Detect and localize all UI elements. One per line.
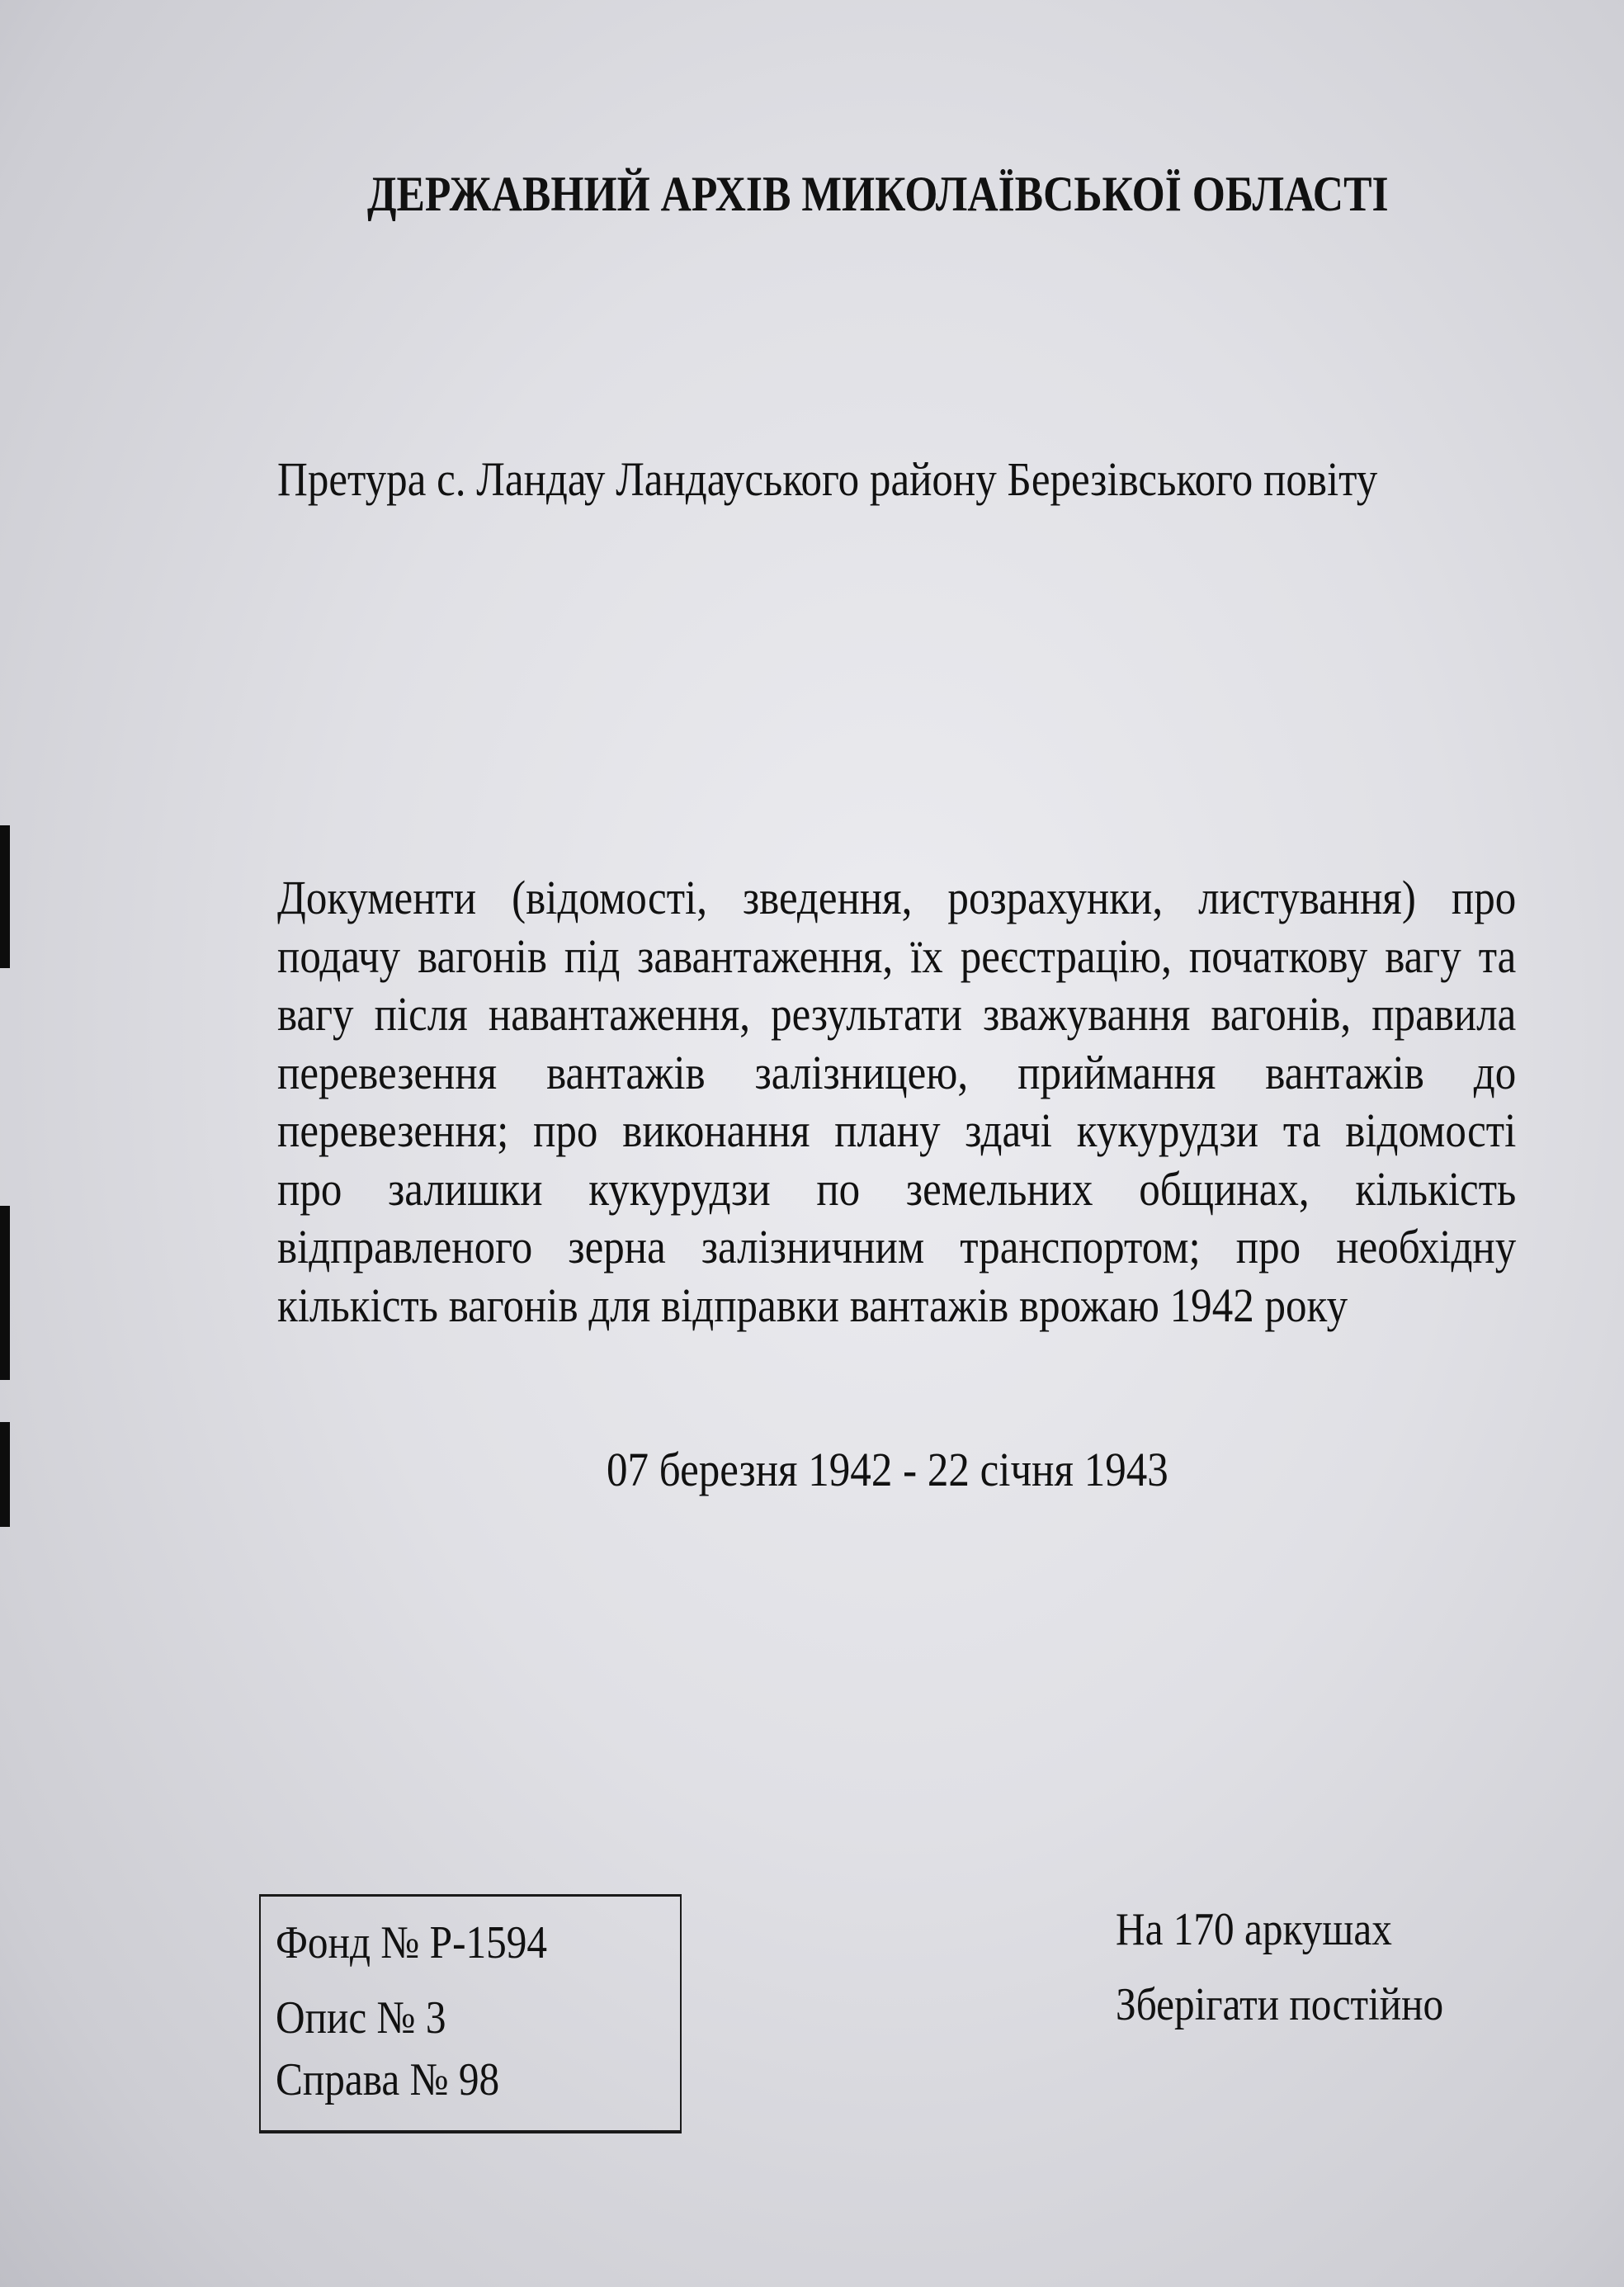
description-line: Документи (відомості, зведення, розрахунки, листування) про: [277, 871, 1517, 924]
scan-edge-mark: [0, 825, 10, 968]
scan-edge-mark: [0, 1206, 10, 1380]
date-range: 07 березня 1942 - 22 січня 1943: [607, 1443, 1168, 1496]
description-line: кількість вагонів для відправки вантажів врожаю 1942 року: [277, 1278, 1348, 1332]
description-line: перевезення; про виконання плану здачі кукурудзи та відомості: [277, 1103, 1517, 1157]
retention-note: Зберігати постійно: [1116, 1979, 1444, 2030]
archive-title: ДЕРЖАВНИЙ АРХІВ МИКОЛАЇВСЬКОЇ ОБЛАСТІ: [367, 167, 1389, 221]
description-line: про залишки кукурудзи по земельних общинах, кількість: [277, 1161, 1517, 1216]
fund-creator: Претура с. Ландау Ландауського району Березівського повіту: [277, 452, 1378, 506]
description-line: відправленого зерна залізничним транспортом; про необхідну: [277, 1220, 1517, 1273]
description-line: подачу вагонів під завантаження, їх реєстрацію, початкову вагу та: [277, 929, 1517, 983]
description-line: перевезення вантажів залізницею, приймання вантажів до: [277, 1045, 1517, 1099]
sprava-number: Справа № 98: [276, 2054, 500, 2105]
archive-reference-box: [259, 1894, 682, 2133]
description-line: вагу після навантаження, результати зважування вагонів, правила: [277, 987, 1517, 1041]
description-paragraph: [277, 871, 1516, 1336]
fond-number: Фонд № Р-1594: [276, 1917, 548, 1968]
sheet-count: На 170 аркушах: [1116, 1904, 1392, 1955]
scan-edge-mark: [0, 1422, 10, 1527]
opys-number: Опис № 3: [276, 1992, 446, 2044]
